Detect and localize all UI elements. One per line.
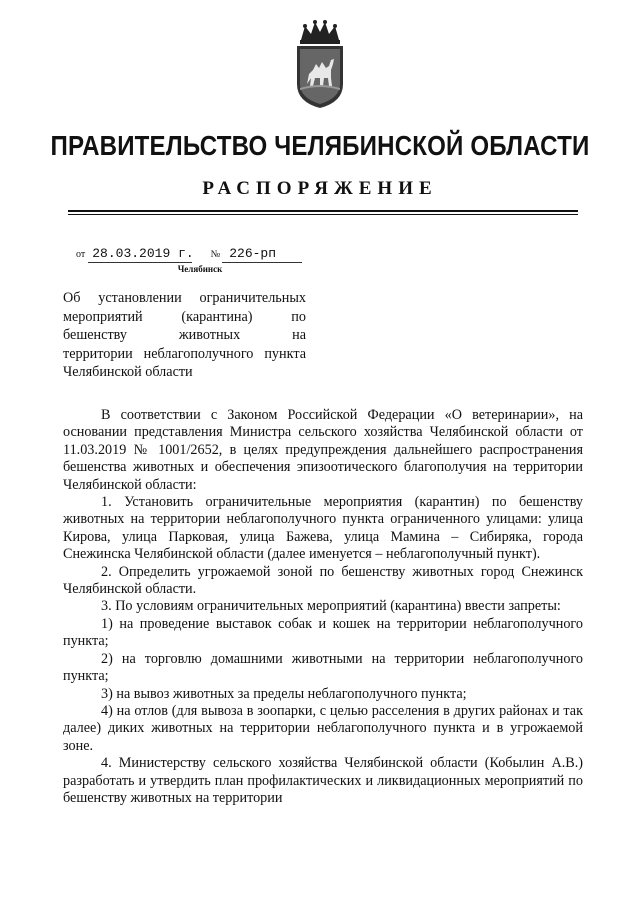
body-paragraph: 3. По условиям ограничительных мероприятий (карантина) ввести запреты: [101,598,561,615]
body-paragraph: 1. Установить ограничительные мероприятия (карантин) по бешенству животных на территории неблагополучного пункта ограниченного улицами: улица Кирова, улица Парковая, улица Бажева, улица Мамина – Сибиряка, города Снежинска Челябинской области (далее именуется – неблагополучный пункт). [63,494,583,563]
date-number-line [76,246,276,261]
document-body [63,407,583,807]
heading-line: Об установлении ограничительных [63,290,306,306]
document-heading [63,289,306,382]
document-date: 28.03.2019 г. [92,246,194,261]
header-rule-thin [68,214,578,215]
body-paragraph: 1) на проведение выставок собак и кошек на территории неблагополучного пункта; [63,615,583,650]
city-label: Челябинск [177,264,223,274]
document-type-title: РАСПОРЯЖЕНИЕ [202,178,438,199]
body-paragraph: 2. Определить угрожаемой зоной по бешенству животных город Снежинск Челябинской области. [63,563,583,598]
heading-line: бешенству животных на [63,327,306,344]
body-paragraph: 3) на вывоз животных за пределы неблагополучного пункта; [101,685,467,702]
body-paragraph: 2) на торговлю домашними животными на территории неблагополучного пункта; [63,650,583,685]
number-label: № [210,249,221,260]
heading-line: территории неблагополучного пункта [63,345,306,362]
date-underline [88,262,192,263]
chelyabinsk-coat-of-arms-icon [291,18,349,110]
document-number: 226-рп [229,246,277,261]
body-paragraph: В соответствии с Законом Российской Федерации «О ветеринарии», на основании представления Министра сельского хозяйства Челябинской области от 11.03.2019 № 1001/2652, в целях предупреждения дальнейшего распространения бешенства животных и обеспечения эпизоотического благополучия на территории Челябинской области: [63,407,583,493]
body-paragraph: 4) на отлов (для вывоза в зоопарки, с целью расселения в других районах и так далее) диких животных на территории неблагополучного пункта и в угрожаемой зоне. [63,702,583,754]
heading-line: Челябинской области [63,364,193,381]
body-paragraph: 4. Министерству сельского хозяйства Челябинской области (Кобылин А.В.) разработать и утвердить план профилактических и ликвидационных мероприятий по бешенству животных на территории [63,755,583,806]
number-underline [222,262,302,263]
header-rule-thick [68,210,578,212]
from-label: от [76,249,86,260]
heading-line: мероприятий (карантина) по [63,308,306,325]
organization-title: ПРАВИТЕЛЬСТВО ЧЕЛЯБИНСКОЙ ОБЛАСТИ [50,130,590,161]
